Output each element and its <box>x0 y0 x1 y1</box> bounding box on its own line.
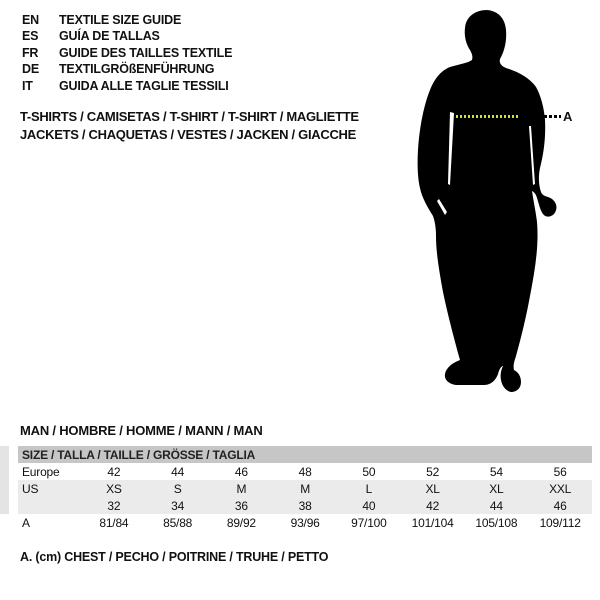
row-label: A <box>22 515 30 530</box>
table-cell: S <box>173 481 182 496</box>
language-code: FR <box>22 45 39 60</box>
language-row <box>22 12 232 28</box>
size-table-header: SIZE / TALLA / TAILLE / GRÖSSE / TAGLIA <box>18 446 592 463</box>
row-label: Europe <box>22 464 60 479</box>
table-cell: XL <box>425 481 440 496</box>
table-cell: 32 <box>107 498 121 513</box>
language-list <box>22 12 232 94</box>
table-cell: 109/112 <box>539 515 581 530</box>
table-cell: 50 <box>362 464 376 479</box>
table-row <box>18 463 592 480</box>
language-code: DE <box>22 62 39 77</box>
table-cell: 34 <box>171 498 185 513</box>
language-code: IT <box>22 78 33 93</box>
man-silhouette-figure <box>410 8 560 393</box>
table-cell: 42 <box>426 498 440 513</box>
language-row <box>22 78 232 94</box>
table-cell: 40 <box>362 498 376 513</box>
chest-measure-line <box>456 115 520 118</box>
table-cell: 89/92 <box>226 515 256 530</box>
table-cell: 52 <box>426 464 440 479</box>
section-title-man: MAN / HOMBRE / HOMME / MANN / MAN <box>20 423 263 438</box>
language-row <box>22 61 232 77</box>
table-cell: 54 <box>489 464 503 479</box>
table-cell: M <box>300 481 311 496</box>
measurement-footnote: A. (cm) CHEST / PECHO / POITRINE / TRUHE / PETTO <box>20 550 329 564</box>
category-line-jackets: JACKETS / CHAQUETAS / VESTES / JACKEN / GIACCHE <box>20 127 356 142</box>
table-cell: 81/84 <box>99 515 129 530</box>
table-cell: 48 <box>298 464 312 479</box>
language-code: EN <box>22 13 39 27</box>
table-row <box>18 514 592 531</box>
measure-label-a: A <box>563 109 573 124</box>
category-list <box>20 108 359 144</box>
language-label: TEXTILGRÖßENFÜHRUNG <box>59 62 215 77</box>
table-crop-sliver <box>0 446 9 514</box>
language-row <box>22 45 232 61</box>
table-row <box>18 497 592 514</box>
measure-callout-line <box>544 115 561 118</box>
language-label: GUÍA DE TALLAS <box>59 29 160 44</box>
language-code: ES <box>22 29 39 44</box>
table-cell: L <box>365 481 373 496</box>
table-cell: 93/96 <box>290 515 320 530</box>
table-cell: 46 <box>553 498 567 513</box>
table-row <box>18 480 592 497</box>
size-table-body <box>18 463 592 531</box>
table-cell: 36 <box>234 498 248 513</box>
table-cell: XS <box>106 481 122 496</box>
table-cell: 101/104 <box>411 515 454 530</box>
table-cell: 105/108 <box>475 515 518 530</box>
row-label: US <box>22 481 39 496</box>
table-cell: XXL <box>549 481 572 496</box>
language-label: GUIDA ALLE TAGLIE TESSILI <box>59 78 229 93</box>
table-cell: 46 <box>234 464 248 479</box>
table-cell: 56 <box>553 464 567 479</box>
table-cell: M <box>236 481 247 496</box>
table-cell: 42 <box>107 464 121 479</box>
table-cell: 44 <box>171 464 185 479</box>
table-cell: 44 <box>489 498 503 513</box>
table-cell: 38 <box>298 498 312 513</box>
size-table <box>18 446 592 531</box>
language-label: GUIDE DES TAILLES TEXTILE <box>59 45 233 60</box>
table-cell: 97/100 <box>351 515 387 530</box>
category-line-tshirts: T-SHIRTS / CAMISETAS / T-SHIRT / T-SHIRT / MAGLIETTE <box>20 109 359 124</box>
table-cell: 85/88 <box>163 515 193 530</box>
language-label: TEXTILE SIZE GUIDE <box>59 13 182 27</box>
table-cell: XL <box>489 481 504 496</box>
language-row <box>22 28 232 44</box>
